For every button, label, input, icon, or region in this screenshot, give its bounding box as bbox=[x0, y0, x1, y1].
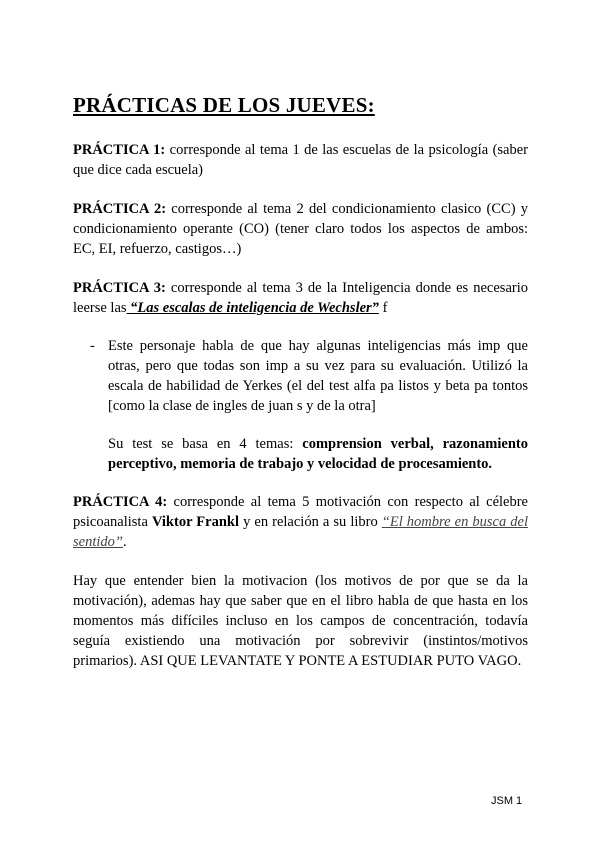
wechsler-book-title: “Las escalas de inteligencia de Wechsler” bbox=[126, 300, 379, 316]
practica-4-tail: . bbox=[122, 534, 127, 550]
practica-4-text: corresponde al tema 5 motivación con respecto al célebre psicoanalista bbox=[73, 494, 528, 530]
test-description bbox=[108, 434, 528, 474]
practica-1-label: PRÁCTICA 1: bbox=[73, 142, 166, 158]
page-title: PRÁCTICAS DE LOS JUEVES: bbox=[73, 93, 375, 117]
practica-1 bbox=[73, 140, 528, 180]
practica-4 bbox=[73, 492, 528, 552]
document-body bbox=[73, 92, 528, 671]
test-themes: comprension verbal, razonamiento perceptivo, memoria de trabajo y velocidad de procesamiento. bbox=[108, 436, 528, 472]
practica-1-text: corresponde al tema 1 de las escuelas de la psicología (saber que dice cada escuela) bbox=[73, 142, 528, 178]
author-name: Viktor Frankl bbox=[151, 514, 240, 530]
practica-2-label: PRÁCTICA 2: bbox=[73, 201, 167, 217]
bullet-text: Este personaje habla de que hay algunas inteligencias más imp que otras, pero que todas son imp a su vez para su evaluación. Utilizó la escala de habilidad de Yerkes (el del test alfa pa listos y beta pa tontos [como la clase de ingles de juan s y de la otra] bbox=[108, 338, 528, 414]
practica-4-label: PRÁCTICA 4: bbox=[73, 494, 168, 510]
page-footer: JSM 1 bbox=[491, 795, 523, 807]
practica-4-text-2: y en relación a su libro bbox=[239, 514, 382, 530]
practica-2 bbox=[73, 199, 528, 259]
bullet-item bbox=[73, 336, 528, 474]
bullet-dash: - bbox=[90, 338, 95, 354]
practica-3-text: corresponde al tema 3 de la Inteligencia donde es necesario leerse las bbox=[73, 280, 528, 316]
practica-2-text: corresponde al tema 2 del condicionamiento clasico (CC) y condicionamiento operante (CO) (tener claro todos los aspectos de ambos: EC, EI, refuerzo, castigos…) bbox=[73, 201, 529, 257]
practica-3-label: PRÁCTICA 3: bbox=[73, 280, 166, 296]
closing-paragraph: Hay que entender bien la motivacion (los motivos de por que se da la motivación), ademas hay que saber que en el libro habla de que hasta en los momentos más difíciles incluso en los campos de concentración, todavía seguía existiendo una motivación por sobrevivir (instintos/motivos primarios). ASI QUE LEVANTATE Y PONTE A ESTUDIAR PUTO VAGO. bbox=[73, 573, 528, 669]
test-intro: Su test se basa en 4 temas: bbox=[108, 436, 303, 452]
frankl-book-title: “El hombre en busca del sentido” bbox=[73, 514, 528, 550]
practica-3 bbox=[73, 278, 528, 318]
practica-3-tail: f bbox=[378, 300, 388, 316]
